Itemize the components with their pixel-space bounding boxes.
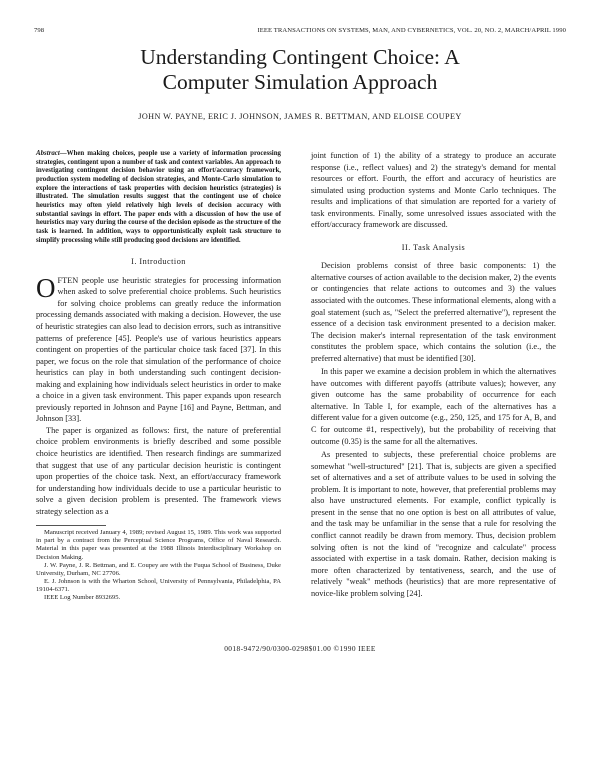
footnotes (36, 529, 281, 602)
intro-paragraph-1-text: FTEN people use heuristic strategies for processing information when asked to solve preferential choice problems. Such heuristics for solving choice problems can greatly reduce the information processing demands associated with making a decision. However, the use of heuristic strategies can also lead to decision errors, such as intransitive patterns of preference [45]. People's use of various heuristics appears contingent on properties of the particular choice task faced [37]. In this paper, we focus on the role that simulation of the performance of choice heuristics can play in both understanding such contingent decision-making and explaining how individuals select heuristics in order to make a choice in a given task environment. This paper expands upon research previously reported in Johnson and Payne [16] and Payne, Bettman, and Johnson [33]. (36, 275, 281, 424)
section-heading-introduction: I. Introduction (131, 257, 186, 267)
footnote-affiliation-1: J. W. Payne, J. R. Bettman, and E. Coupey are with the Fuqua School of Business, Duke University, Durham, NC 27706. (36, 561, 281, 577)
copyright-code: 0018-9472/90/0300-0298$01.00 ©1990 IEEE (224, 644, 376, 653)
task-paragraph-3: As presented to subjects, these preferential choice problems are somewhat "well-structured" [21]. That is, subjects are given a specified set of alternatives and a set of attribute values to be used in solving the problem. It is important to note, however, that preferential problems may also have unstructured elements. For example, conflict typically is present in the sense that no one option is best on all attributes of value, and the task may be unfamiliar in the sense that a rule for resolving the conflict cannot readily be drawn from memory. Thus, decision problem solving often is not the kind of "recognize and calculate" process associated with expertise in a task domain. Rather, decision making is more often characterized by tentativeness, search, and the use of relatively "weak" methods (heuristics) that are more representative of novice-like problem solving [24]. (311, 450, 556, 598)
footnote-manuscript: Manuscript received January 4, 1989; revised August 15, 1989. This work was supported in part by a contract from the Perceptual Science Programs, Office of Naval Research. Material in this paper was presented at the 1988 Illinois Interdisciplinary Workshop on Decision Making. (36, 529, 281, 561)
intro-paragraph-2: The paper is organized as follows: first, the nature of preferential choice problem environments is briefly described and some possible choice heuristics are identified. Then research findings are summarized that suggest that use of any particular decision heuristic is contingent upon properties of the choice task. Next, an effort/accuracy framework for understanding how individuals decide to use a particular heuristic to solve a given decision problem is presented. The framework views strategy selection as a (36, 425, 281, 516)
paper-title (34, 45, 566, 95)
task-paragraph-2: In this paper we examine a decision problem in which the alternatives have outcomes with different payoffs (attribute values); however, any given outcome has the same probability of occurrence for each alternative. In Table I, for example, each of the alternatives has a different value for a given outcome (e.g., 250, 125, and 175 for A, B, and C for outcome #1, respectively), but the probability of receiving that outcome (0.35) is the same for all the alternatives. (311, 367, 556, 446)
abstract (36, 150, 281, 245)
right-column (311, 150, 556, 599)
drop-cap: O (36, 272, 56, 303)
section-heading-task-analysis: II. Task Analysis (401, 242, 466, 252)
left-column (36, 150, 281, 602)
abstract-text: —When making choices, people use a variety of information processing strategies, contingent upon a number of task and context variables. An approach to investigating contingent decision behavior using an effort/accuracy framework, production system modeling of decision strategies, and Monte-Carlo simulation to explore the interactions of task properties with decision heuristics (strategies) is illustrated. The simulation results suggest that the contingent use of choice heuristics may often yield relatively high levels of decision accuracy with substantial savings in effort. The paper ends with a discussion of how the use of heuristics may vary during the course of the decision episode as the structure of the task is learned. In addition, ways to opportunistically exploit task structure to simplify processing while still producing good decisions are identified. (36, 150, 281, 244)
author-list: JOHN W. PAYNE, ERIC J. JOHNSON, JAMES R. BETTMAN, AND ELOISE COUPEY (138, 112, 462, 121)
page-number: 798 (34, 27, 45, 34)
task-paragraph-1: Decision problems consist of three basic components: 1) the alternative courses of action available to the decision maker, 2) the events or contingencies that relate actions to outcomes and 3) the values associated with the outcomes. These informational elements, along with a goal statement (such as, "Select the preferred alternative"), represent the essence of a decision task environment presented to a decision maker. The decision maker's internal representation of the task environment constitutes the problem space, which contains the solution (i.e., the preferred alternative) that must be identified [30]. (311, 261, 556, 363)
footnote-affiliation-2: E. J. Johnson is with the Wharton School, University of Pennsylvania, Philadelphia, PA 19104-6371. (36, 577, 281, 593)
running-head: IEEE TRANSACTIONS ON SYSTEMS, MAN, AND CYBERNETICS, VOL. 20, NO. 2, MARCH/APRIL 1990 (257, 27, 566, 34)
abstract-label: Abstract (36, 150, 60, 157)
title-line-1: Understanding Contingent Choice: A (140, 45, 460, 69)
footnote-log-number: IEEE Log Number 8932695. (44, 594, 121, 601)
footnote-divider (36, 525, 106, 526)
intro-paragraph-1 (36, 272, 281, 425)
right-paragraph-0: joint function of 1) the ability of a strategy to produce an accurate response (i.e., reflect values) and 2) the strategy's demand for mental resources or effort. Fourth, the effort and accuracy of heuristics are simulated using production systems and Monte Carlo techniques. The results and implications of that simulation are reported for a variety of task environments. Finally, some unresolved issues associated with the effort/accuracy framework are discussed. (311, 151, 556, 230)
title-line-2: Computer Simulation Approach (162, 70, 438, 94)
